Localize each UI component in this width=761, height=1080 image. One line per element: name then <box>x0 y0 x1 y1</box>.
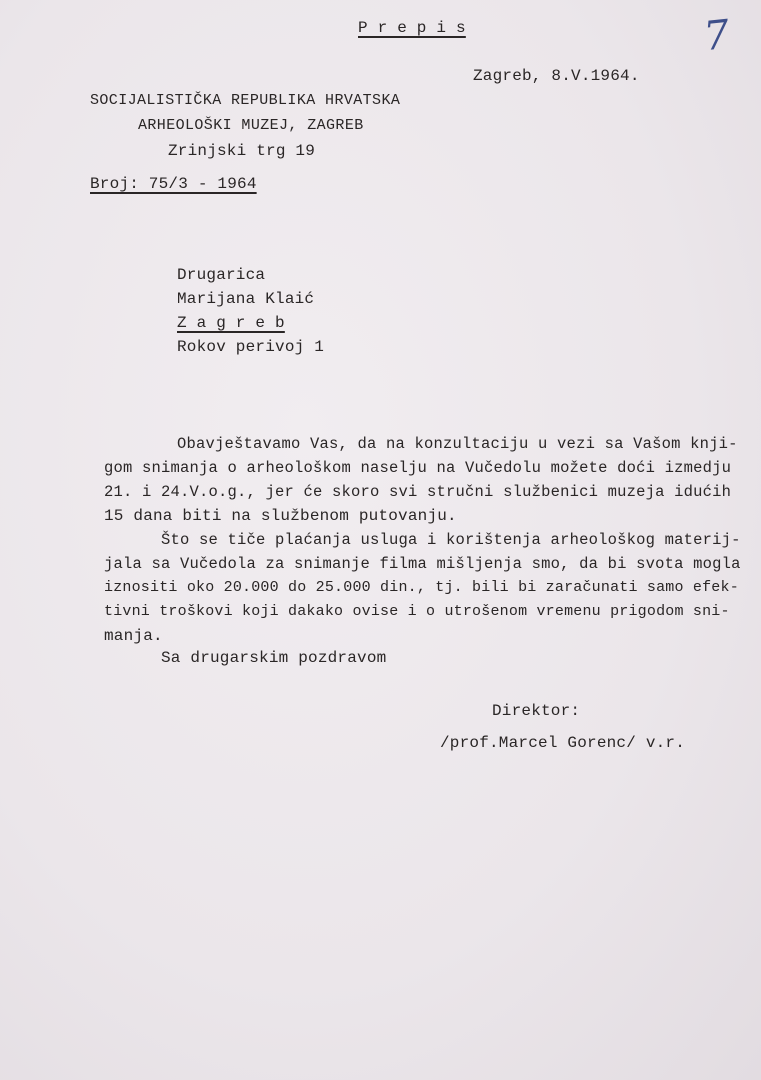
body-paragraph-1-line-3: 21. i 24.V.o.g., jer će skoro svi stručni službenici muzeja idućih <box>104 483 732 501</box>
signature-role: Direktor: <box>492 702 581 720</box>
recipient-name: Marijana Klaić <box>177 290 315 308</box>
letter-date: Zagreb, 8.V.1964. <box>473 67 640 85</box>
body-paragraph-2-line-4: tivni troškovi koji dakako ovise i o utrošenom vremenu prigodom sni- <box>104 603 730 620</box>
handwritten-page-number: 7 <box>701 11 732 61</box>
reference-number: Broj: 75/3 - 1964 <box>90 175 257 193</box>
body-paragraph-1-line-2: gom snimanja o arheološkom naselju na Vučedolu možete doći izmedju <box>104 459 732 477</box>
body-paragraph-2-line-2: jala sa Vučedola za snimanje filma mišljenja smo, da bi svota mogla <box>104 555 741 573</box>
body-paragraph-2-line-3: iznositi oko 20.000 do 25.000 din., tj. bili bi zaračunati samo efek- <box>104 579 739 596</box>
body-paragraph-2-line-1: Što se tiče plaćanja usluga i korištenja arheološkog materij- <box>161 531 741 549</box>
recipient-city: Z a g r e b <box>177 314 285 332</box>
signature-name: /prof.Marcel Gorenc/ v.r. <box>440 734 686 752</box>
sender-republic: SOCIJALISTIČKA REPUBLIKA HRVATSKA <box>90 92 401 109</box>
closing-greeting: Sa drugarskim pozdravom <box>161 649 387 667</box>
sender-address: Zrinjski trg 19 <box>168 142 316 160</box>
recipient-salutation: Drugarica <box>177 266 266 284</box>
body-paragraph-1-line-1: Obavještavamo Vas, da na konzultaciju u vezi sa Vašom knji- <box>177 435 738 453</box>
recipient-street: Rokov perivoj 1 <box>177 338 325 356</box>
body-paragraph-2-line-5: manja. <box>104 627 163 645</box>
sender-institution: ARHEOLOŠKI MUZEJ, ZAGREB <box>138 117 364 134</box>
body-paragraph-1-line-4: 15 dana biti na službenom putovanju. <box>104 507 457 525</box>
document-title: P r e p i s <box>358 19 466 37</box>
